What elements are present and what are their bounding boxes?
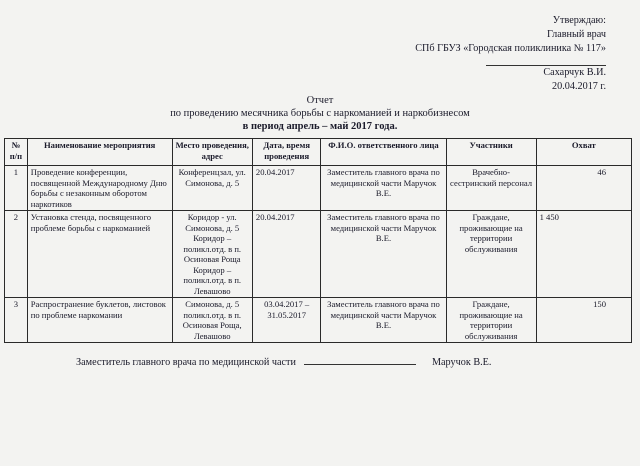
approval-date: 20.04.2017 г. [552, 81, 606, 92]
footer-signature [76, 355, 491, 368]
cell-responsible: Заместитель главного врача по медицинской части Маручок В.Е. [321, 211, 446, 298]
cell-date: 03.04.2017 – 31.05.2017 [252, 298, 320, 343]
header-num: № п/п [5, 139, 28, 166]
cell-name: Проведение конференции, посвященной Международному Дню борьбы с незаконным оборотом наркотиков [27, 166, 172, 211]
table-row [5, 298, 632, 343]
cell-coverage [536, 211, 631, 298]
cell-responsible: Заместитель главного врача по медицинской части Маручок В.Е. [321, 298, 446, 343]
cell-coverage [536, 298, 631, 343]
approval-label: Утверждаю: [552, 15, 606, 26]
signature-line [486, 56, 606, 66]
cell-place: Симонова, д. 5 поликл.отд. в п. Осиновая Роща, Левашово [172, 298, 252, 343]
cell-name: Распространение буклетов, листовок по проблеме наркомании [27, 298, 172, 343]
title-line-2: по проведению месячника борьбы с наркоманией и наркобизнесом [170, 108, 470, 119]
table-row [5, 166, 632, 211]
coverage-value: 46 [597, 167, 606, 177]
approval-block [415, 14, 606, 94]
report-title [130, 94, 510, 133]
footer-name: Маручок В.Е. [431, 357, 492, 368]
table-row [5, 211, 632, 298]
cell-coverage [536, 166, 631, 211]
header-date: Дата, время проведения [252, 139, 320, 166]
cell-participants: Граждане, проживающие на территории обслуживания [446, 298, 536, 343]
coverage-value: 150 [593, 299, 606, 309]
cell-num: 1 [5, 166, 28, 211]
cell-place: Коридор - ул. Симонова, д. 5 Коридор – поликл.отд. в п. Осиновая Роща Коридор – поликл.отд. в п. Левашово [172, 211, 252, 298]
title-line-3: в период апрель – май 2017 года. [242, 121, 398, 132]
footer-signature-line [304, 355, 416, 365]
table-header-row [5, 139, 632, 166]
cell-responsible: Заместитель главного врача по медицинской части Маручок В.Е. [321, 166, 446, 211]
coverage-value: 1 450 [539, 212, 559, 222]
cell-num: 2 [5, 211, 28, 298]
title-line-1: Отчет [306, 95, 334, 106]
cell-date: 20.04.2017 [252, 166, 320, 211]
header-place: Место проведения, адрес [172, 139, 252, 166]
approval-signer: Сахарчук В.И. [543, 67, 606, 78]
approval-organization: СПб ГБУЗ «Городская поликлиника № 117» [415, 43, 606, 54]
cell-participants: Граждане, проживающие на территории обслуживания [446, 211, 536, 298]
report-table [4, 138, 632, 343]
approval-position: Главный врач [547, 29, 606, 40]
footer-position: Заместитель главного врача по медицинской части [76, 357, 296, 368]
cell-participants: Врачебно-сестринский персонал [446, 166, 536, 211]
header-participants: Участники [446, 139, 536, 166]
cell-name: Установка стенда, посвященного проблеме борьбы с наркоманией [27, 211, 172, 298]
header-responsible: Ф.И.О. ответственного лица [321, 139, 446, 166]
header-coverage: Охват [536, 139, 631, 166]
header-name: Наименование мероприятия [27, 139, 172, 166]
cell-num: 3 [5, 298, 28, 343]
cell-place: Конференцзал, ул. Симонова, д. 5 [172, 166, 252, 211]
cell-date: 20.04.2017 [252, 211, 320, 298]
